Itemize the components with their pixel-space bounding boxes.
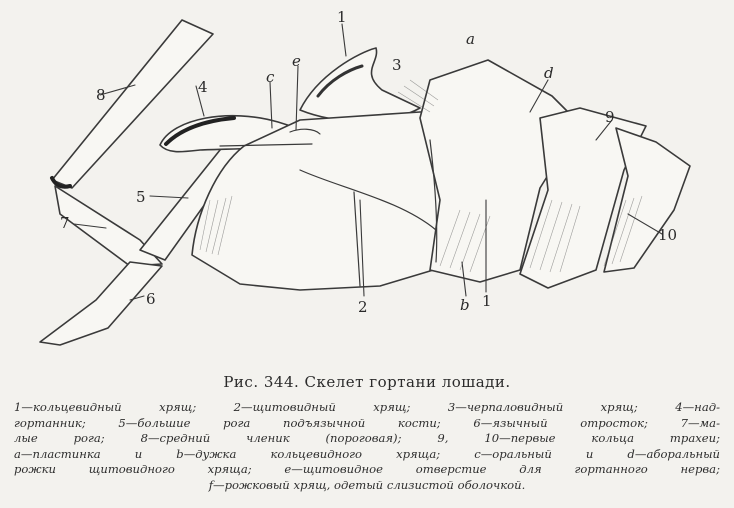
label-c: c	[266, 68, 275, 86]
label-9: 9	[605, 108, 615, 126]
legend-line: f—рожковый хрящ, одетый слизистой оболочкой.	[208, 477, 526, 492]
label-6: 6	[146, 290, 156, 308]
label-a: a	[466, 30, 475, 48]
label-4: 4	[198, 78, 208, 96]
lingual-process	[40, 262, 162, 345]
label-3: 3	[392, 56, 402, 74]
hyoid-middle-segment	[52, 20, 213, 188]
label-e: e	[292, 52, 301, 70]
legend-line: лые рога; 8—средний членик (пороговая); 9, 10—первые кольца трахеи;	[14, 431, 720, 446]
small-horns	[55, 186, 162, 266]
label-7: 7	[60, 214, 70, 232]
label-10: 10	[658, 226, 678, 244]
legend-line: гортанник; 5—большие рога подъязычной кости; 6—язычный отросток; 7—ма-	[14, 415, 720, 430]
label-8: 8	[96, 86, 106, 104]
label-1-top: 1	[337, 8, 347, 26]
figure-legend	[14, 400, 720, 494]
label-b: b	[460, 296, 470, 314]
legend-line: 1—кольцевидный хрящ; 2—щитовидный хрящ; 3—черпаловидный хрящ; 4—над-	[14, 400, 720, 414]
label-2: 2	[358, 298, 368, 316]
label-d: d	[544, 64, 554, 82]
arytenoid-cartilage	[300, 48, 420, 121]
legend-line: рожки щитовидного хряща; e—щитовидное отверстие для гортанного нерва;	[14, 462, 720, 477]
figure-caption-title: Рис. 344. Скелет гортани лошади.	[223, 373, 511, 391]
label-1-bottom: 1	[482, 292, 492, 310]
label-5: 5	[136, 188, 146, 206]
legend-line: a—пластинка и b—дужка кольцевидного хряща; c—оральный и d—аборальный	[14, 446, 720, 461]
